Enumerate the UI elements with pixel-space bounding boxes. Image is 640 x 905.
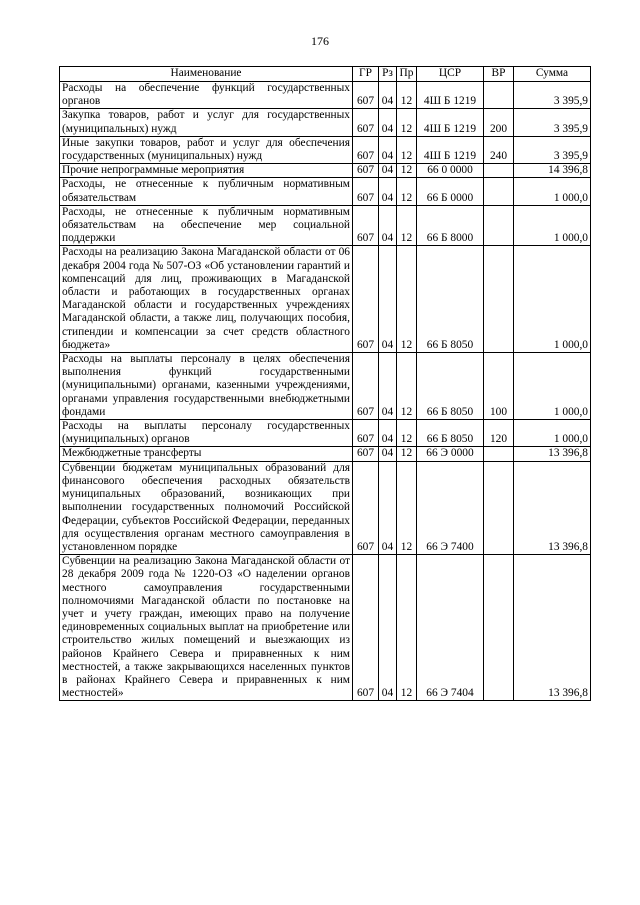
row-rz: 04 <box>379 205 397 246</box>
row-sum: 1 000,0 <box>514 353 591 420</box>
row-sum: 1 000,0 <box>514 178 591 205</box>
row-rz: 04 <box>379 109 397 136</box>
row-name: Субвенции бюджетам муниципальных образований для финансового обеспечения расходных обязательств муниципальных образований, возникающих при выполнении государственных полномочий Российской Федерации, субъектов Российской Федерации, переданных для осуществления органам местного самоуправления в установленном порядке <box>60 461 353 554</box>
row-sum: 13 396,8 <box>514 555 591 701</box>
row-rz: 04 <box>379 178 397 205</box>
table-row <box>60 205 591 246</box>
row-gr: 607 <box>353 164 379 178</box>
header-pr: Пр <box>397 67 417 82</box>
row-gr: 607 <box>353 109 379 136</box>
row-sum: 3 395,9 <box>514 136 591 163</box>
row-csr: 4Ш Б 1219 <box>417 109 484 136</box>
row-rz: 04 <box>379 164 397 178</box>
row-vr <box>484 178 514 205</box>
header-name: Наименование <box>60 67 353 82</box>
row-csr: 66 Э 0000 <box>417 447 484 461</box>
row-rz: 04 <box>379 82 397 109</box>
row-vr: 120 <box>484 420 514 447</box>
row-rz: 04 <box>379 353 397 420</box>
row-vr: 100 <box>484 353 514 420</box>
row-sum: 1 000,0 <box>514 205 591 246</box>
row-rz: 04 <box>379 555 397 701</box>
header-sum: Сумма <box>514 67 591 82</box>
row-name: Прочие непрограммные мероприятия <box>60 164 353 178</box>
row-gr: 607 <box>353 82 379 109</box>
row-csr: 66 Б 0000 <box>417 178 484 205</box>
row-vr: 200 <box>484 109 514 136</box>
row-csr: 66 Б 8000 <box>417 205 484 246</box>
table-row <box>60 109 591 136</box>
row-pr: 12 <box>397 353 417 420</box>
row-gr: 607 <box>353 246 379 353</box>
row-gr: 607 <box>353 447 379 461</box>
row-rz: 04 <box>379 447 397 461</box>
row-pr: 12 <box>397 82 417 109</box>
row-csr: 66 Б 8050 <box>417 420 484 447</box>
row-csr: 4Ш Б 1219 <box>417 82 484 109</box>
row-gr: 607 <box>353 205 379 246</box>
row-gr: 607 <box>353 420 379 447</box>
row-sum: 1 000,0 <box>514 420 591 447</box>
table-row <box>60 420 591 447</box>
row-sum: 14 396,8 <box>514 164 591 178</box>
row-vr <box>484 555 514 701</box>
table-row <box>60 178 591 205</box>
table-row <box>60 164 591 178</box>
row-gr: 607 <box>353 461 379 554</box>
row-pr: 12 <box>397 109 417 136</box>
row-vr <box>484 447 514 461</box>
table-row <box>60 136 591 163</box>
header-vr: ВР <box>484 67 514 82</box>
row-gr: 607 <box>353 353 379 420</box>
row-pr: 12 <box>397 447 417 461</box>
row-sum: 13 396,8 <box>514 461 591 554</box>
row-csr: 66 0 0000 <box>417 164 484 178</box>
row-csr: 66 Б 8050 <box>417 246 484 353</box>
page-number: 176 <box>311 34 329 48</box>
row-name: Субвенции на реализацию Закона Магаданской области от 28 декабря 2009 года № 1220-ОЗ «О наделении органов местного самоуправления государственными полномочиями Магаданской области по постановке на учет и учету граждан, имеющих право на получение единовременных социальных выплат на приобретение или строительство жилых помещений и выезжающих из районов Крайнего Севера и приравненных к ним местностей, а также закрывающихся населенных пунктов в районах Крайнего Севера и приравненных к ним местностей» <box>60 555 353 701</box>
row-rz: 04 <box>379 420 397 447</box>
table-row <box>60 246 591 353</box>
table-row <box>60 353 591 420</box>
row-vr <box>484 205 514 246</box>
row-name: Расходы на выплаты персоналу государственных (муниципальных) органов <box>60 420 353 447</box>
row-csr: 66 Б 8050 <box>417 353 484 420</box>
row-rz: 04 <box>379 246 397 353</box>
row-gr: 607 <box>353 555 379 701</box>
row-name: Расходы, не отнесенные к публичным нормативным обязательствам <box>60 178 353 205</box>
row-vr <box>484 164 514 178</box>
row-pr: 12 <box>397 555 417 701</box>
header-gr: ГР <box>353 67 379 82</box>
row-rz: 04 <box>379 136 397 163</box>
row-name: Расходы на выплаты персоналу в целях обеспечения выполнения функций государственными (муниципальными) органами, казенными учреждениями, органами управления государственными внебюджетными фондами <box>60 353 353 420</box>
budget-table <box>59 66 591 701</box>
row-name: Межбюджетные трансферты <box>60 447 353 461</box>
row-sum: 13 396,8 <box>514 447 591 461</box>
header-csr: ЦСР <box>417 67 484 82</box>
table-row <box>60 555 591 701</box>
row-pr: 12 <box>397 178 417 205</box>
row-gr: 607 <box>353 178 379 205</box>
row-pr: 12 <box>397 136 417 163</box>
row-vr <box>484 82 514 109</box>
row-csr: 66 Э 7404 <box>417 555 484 701</box>
header-rz: Рз <box>379 67 397 82</box>
table-header-row <box>60 67 591 82</box>
row-pr: 12 <box>397 246 417 353</box>
row-sum: 3 395,9 <box>514 82 591 109</box>
row-sum: 1 000,0 <box>514 246 591 353</box>
row-name: Иные закупки товаров, работ и услуг для обеспечения государственных (муниципальных) нужд <box>60 136 353 163</box>
row-vr <box>484 246 514 353</box>
row-sum: 3 395,9 <box>514 109 591 136</box>
row-pr: 12 <box>397 420 417 447</box>
row-vr: 240 <box>484 136 514 163</box>
table-row <box>60 447 591 461</box>
row-name: Закупка товаров, работ и услуг для государственных (муниципальных) нужд <box>60 109 353 136</box>
row-gr: 607 <box>353 136 379 163</box>
table-row <box>60 82 591 109</box>
row-name: Расходы на реализацию Закона Магаданской области от 06 декабря 2004 года № 507-ОЗ «Об установлении гарантий и компенсаций для лиц, проживающих в Магаданской области и работающих в государственных органах Магаданской области и государственных учреждениях Магаданской области, а также лиц, получающих пособия, стипендии и компенсации за счет средств областного бюджета» <box>60 246 353 353</box>
row-rz: 04 <box>379 461 397 554</box>
row-vr <box>484 461 514 554</box>
row-pr: 12 <box>397 205 417 246</box>
row-csr: 66 Э 7400 <box>417 461 484 554</box>
table-row <box>60 461 591 554</box>
row-pr: 12 <box>397 461 417 554</box>
row-pr: 12 <box>397 164 417 178</box>
row-name: Расходы на обеспечение функций государственных органов <box>60 82 353 109</box>
row-name: Расходы, не отнесенные к публичным нормативным обязательствам на обеспечение мер социальной поддержки <box>60 205 353 246</box>
row-csr: 4Ш Б 1219 <box>417 136 484 163</box>
